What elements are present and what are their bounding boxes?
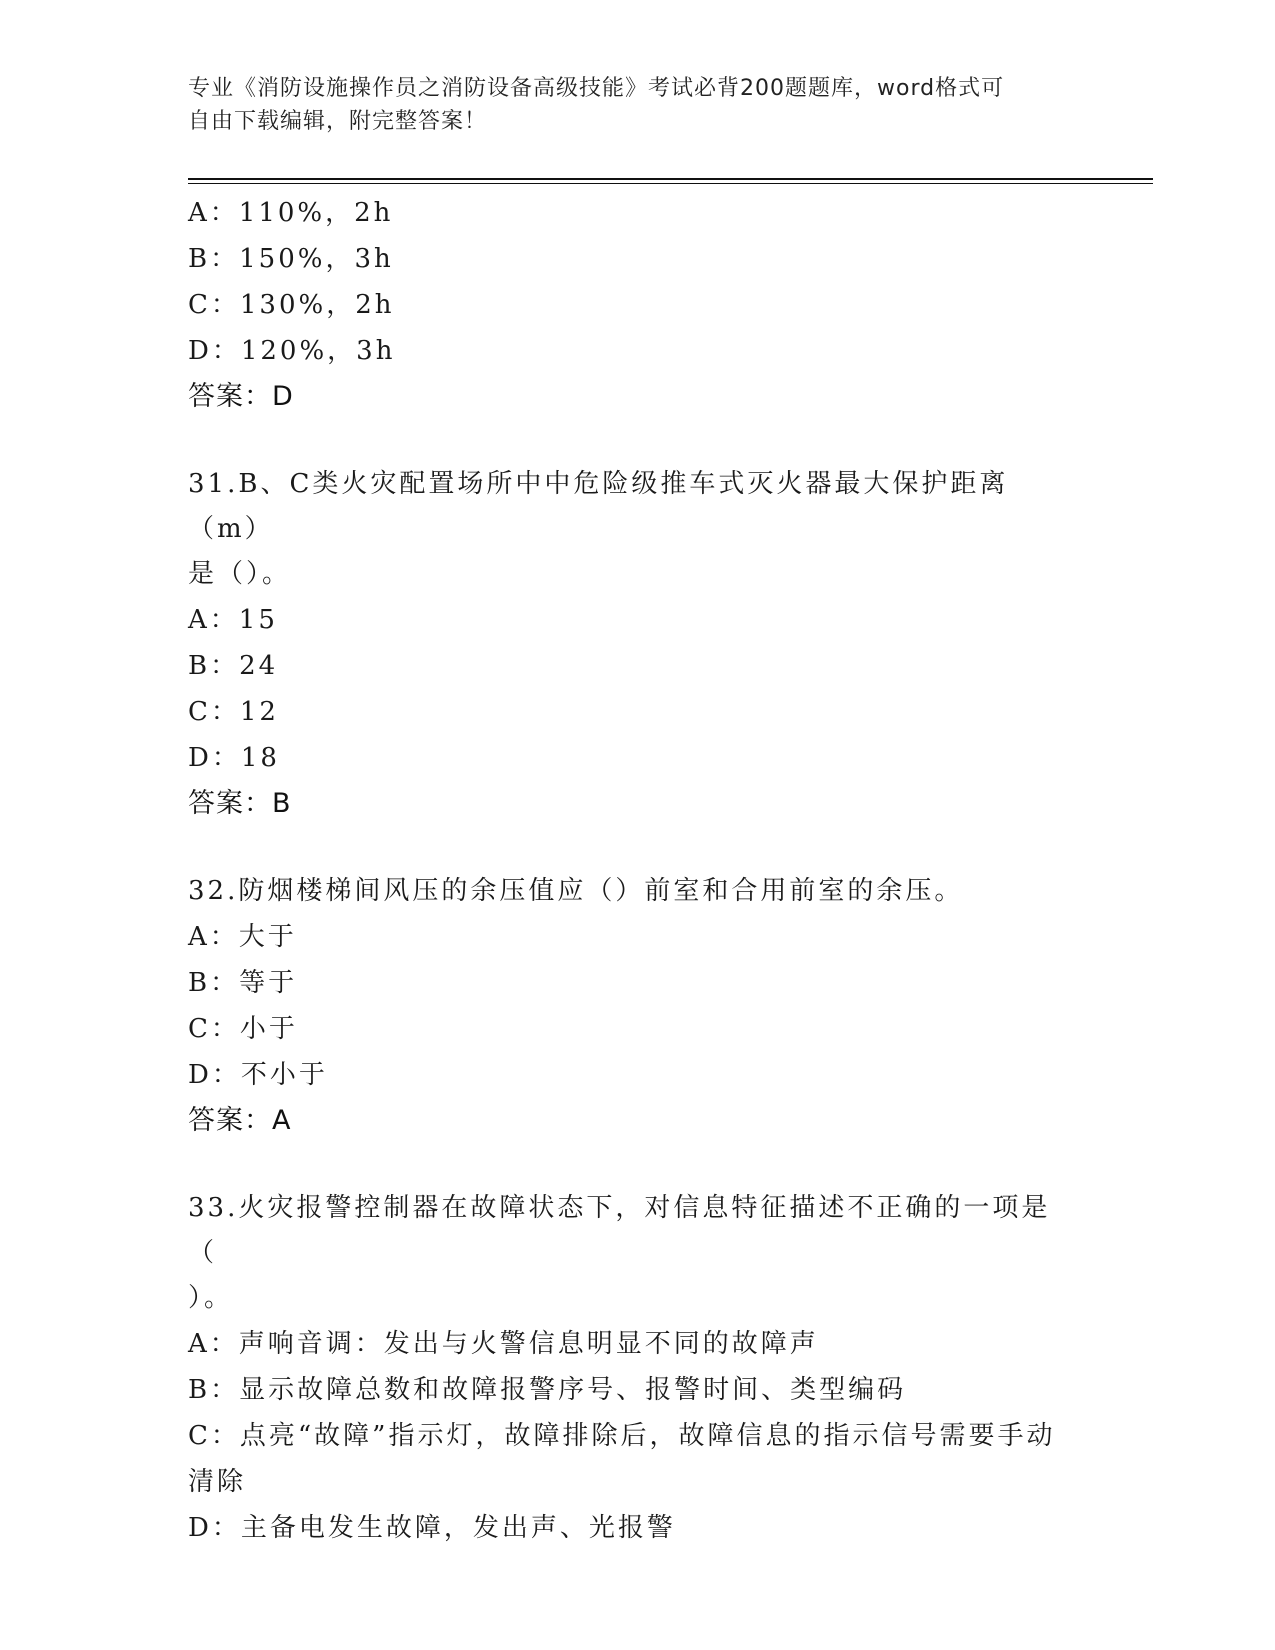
question-33-block [188, 1186, 1068, 1551]
question-30-block [188, 190, 1068, 420]
header-divider-thick [188, 178, 1153, 180]
option-b: B：150%，3h [188, 244, 394, 274]
option-d: D：120%，3h [188, 336, 396, 366]
option-a: A：15 [188, 605, 278, 635]
answer: 答案：B [188, 788, 292, 819]
question-text: 32.防烟楼梯间风压的余压值应（）前室和合用前室的余压。 [188, 876, 964, 906]
option-c: C：12 [188, 697, 279, 727]
question-text: 33.火灾报警控制器在故障状态下，对信息特征描述不正确的一项是（ [188, 1193, 1051, 1268]
header-divider-thin [188, 183, 1153, 184]
option-a: A：110%，2h [188, 198, 394, 228]
option-d: D：不小于 [188, 1060, 328, 1090]
answer: 答案：A [188, 1105, 292, 1136]
option-c-cont: 清除 [188, 1467, 247, 1497]
document-body [188, 190, 1068, 1551]
option-c: C：点亮“故障”指示灯，故障排除后，故障信息的指示信号需要手动 [188, 1421, 1056, 1451]
option-c: C：小于 [188, 1014, 298, 1044]
option-a: A：大于 [188, 922, 297, 952]
question-32-block [188, 869, 1068, 1144]
option-b: B：24 [188, 651, 279, 681]
option-d: D：18 [188, 743, 280, 773]
option-b: B：等于 [188, 968, 298, 998]
option-c: C：130%，2h [188, 290, 395, 320]
question-text: 31.B、C类火灾配置场所中中危险级推车式灭火器最大保护距离（m） [188, 469, 1009, 544]
question-text-cont: ）。 [188, 1283, 234, 1313]
document-header [188, 72, 1068, 138]
question-31-block [188, 462, 1068, 827]
option-b: B：显示故障总数和故障报警序号、报警时间、类型编码 [188, 1375, 907, 1405]
question-text-cont: 是（）。 [188, 559, 292, 589]
header-line-1: 专业《消防设施操作员之消防设备高级技能》考试必背200题题库，word格式可 [188, 76, 1005, 101]
option-d: D：主备电发生故障，发出声、光报警 [188, 1513, 676, 1543]
answer: 答案：D [188, 381, 294, 412]
header-line-2: 自由下载编辑，附完整答案！ [188, 109, 488, 134]
option-a: A：声响音调：发出与火警信息明显不同的故障声 [188, 1329, 819, 1359]
